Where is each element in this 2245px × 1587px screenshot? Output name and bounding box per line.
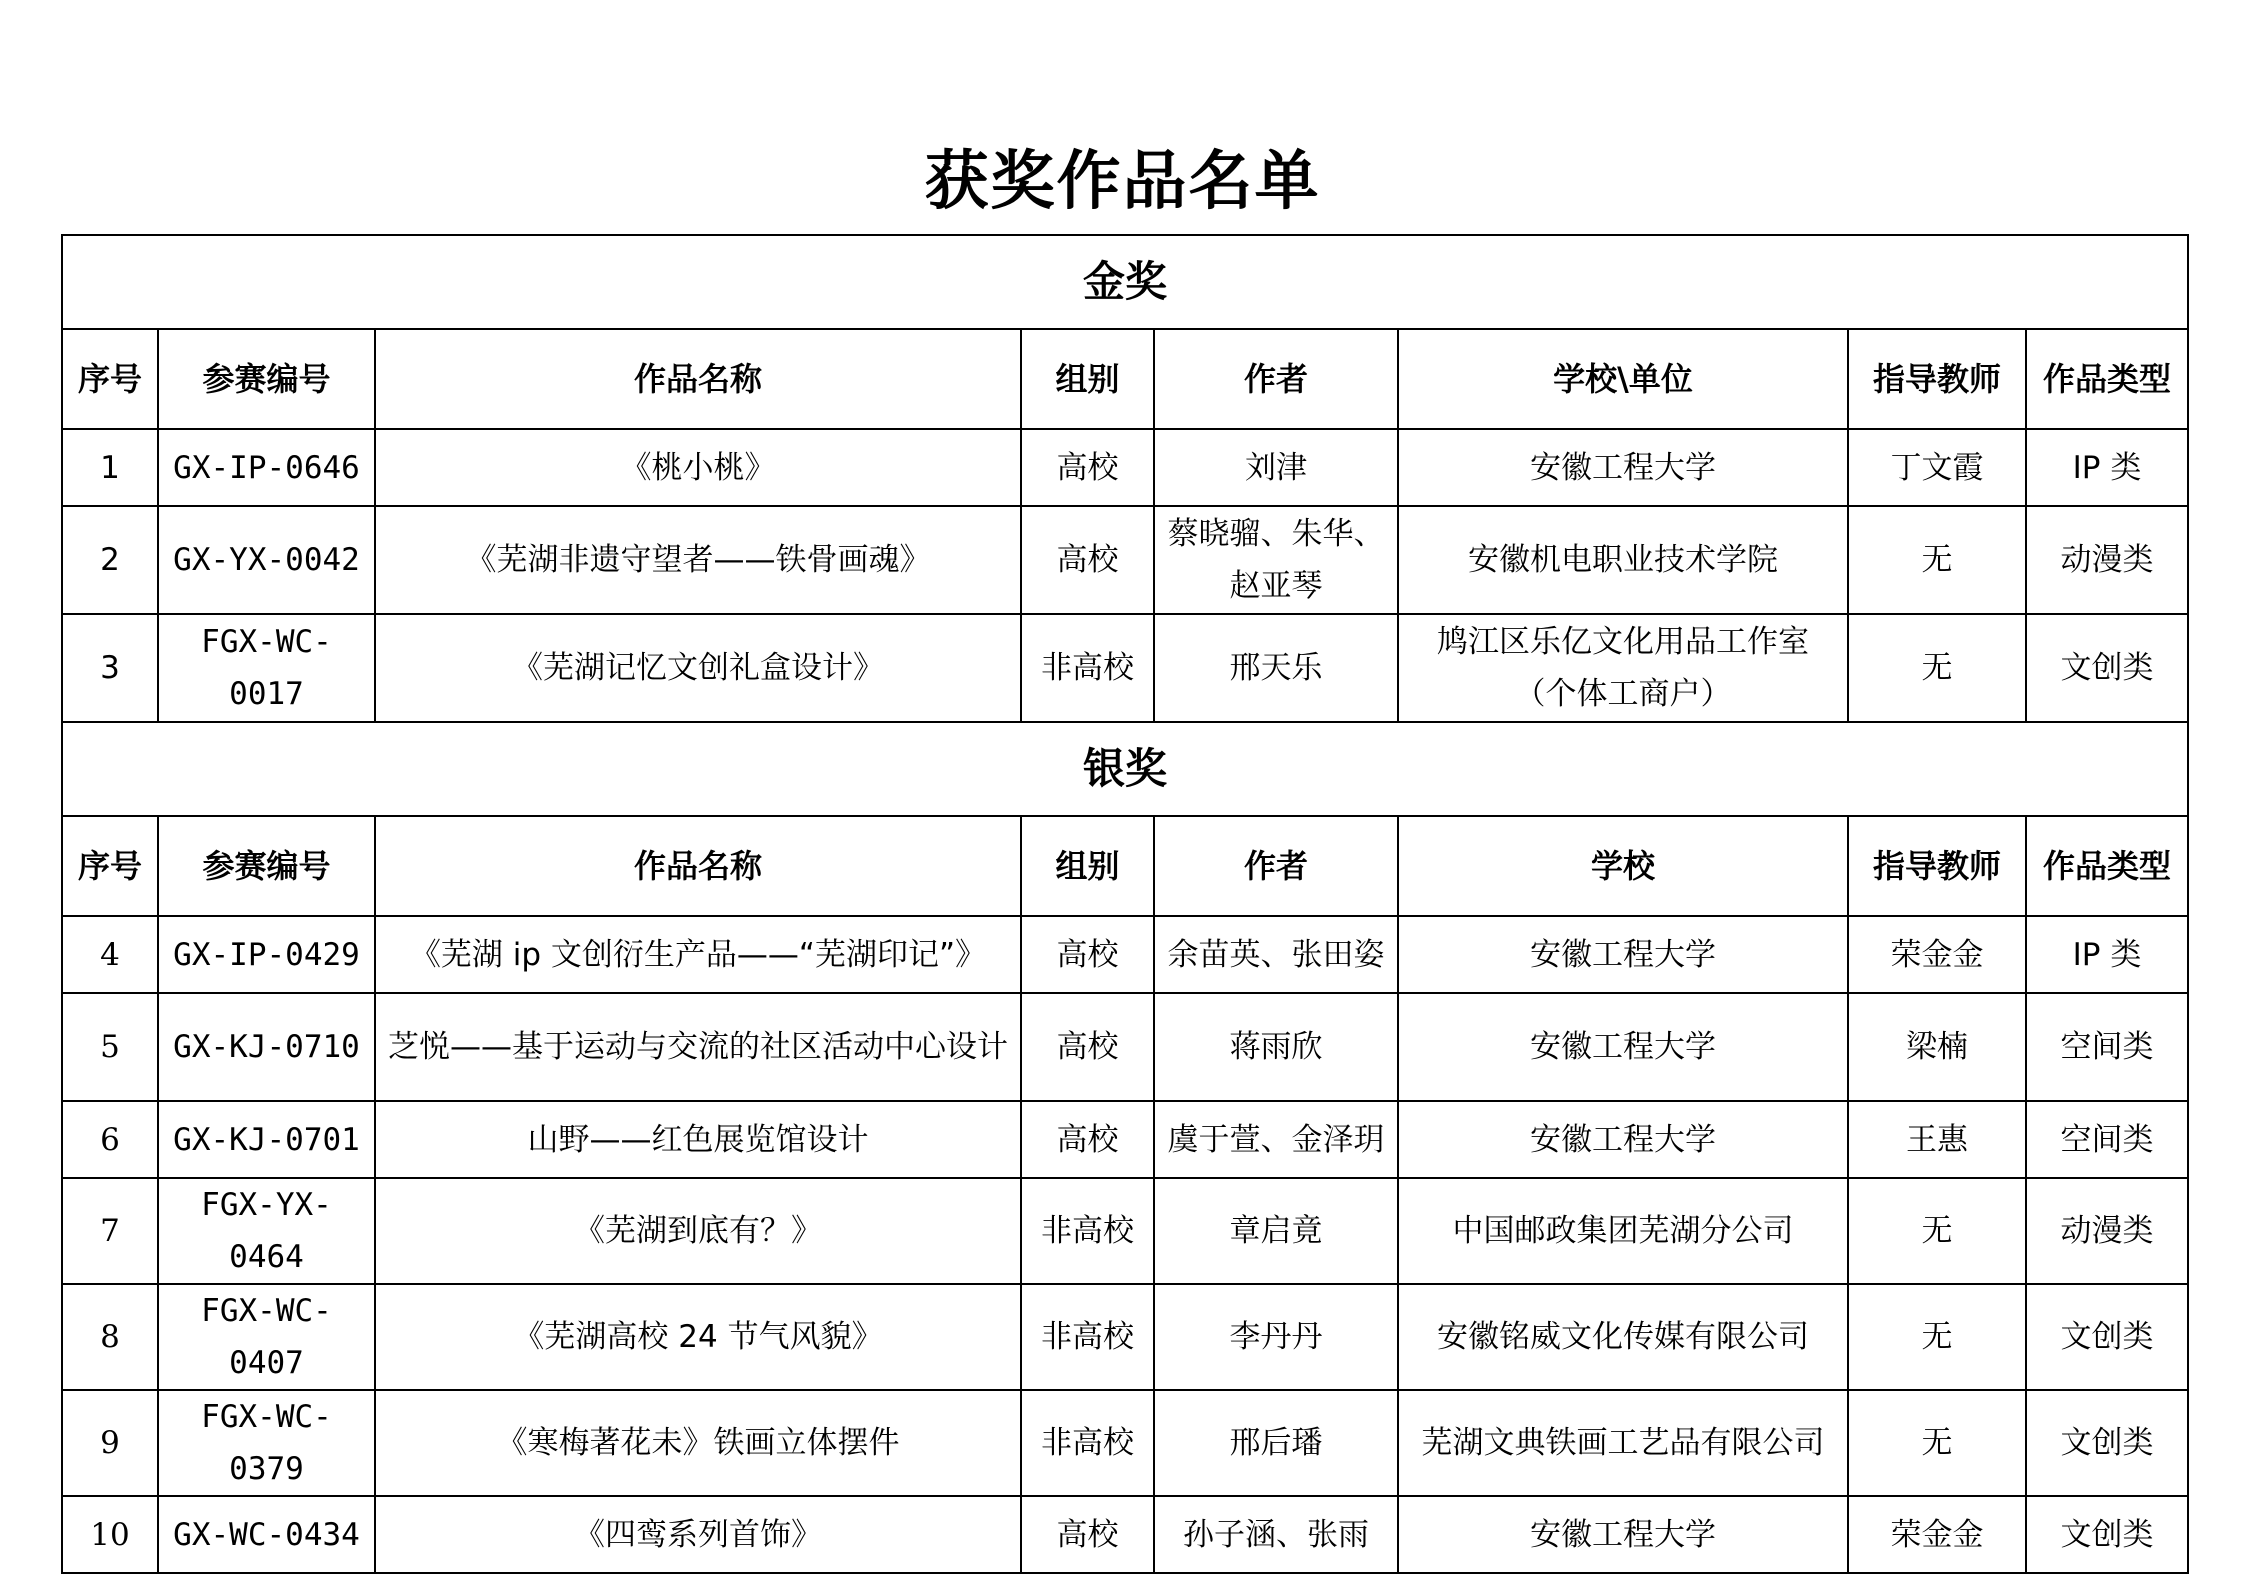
- cell-school: 安徽铭威文化传媒有限公司: [1398, 1284, 1848, 1390]
- cell-no: 7: [62, 1178, 158, 1284]
- cell-school: 鸠江区乐亿文化用品工作室（个体工商户）: [1398, 614, 1848, 722]
- cell-code: FGX-YX-0464: [158, 1178, 375, 1284]
- cell-no: 5: [62, 993, 158, 1101]
- header-cell-no: 序号: [62, 329, 158, 429]
- header-cell-school: 学校\单位: [1398, 329, 1848, 429]
- cell-group: 高校: [1021, 916, 1154, 993]
- page-title: 获奖作品名单: [924, 144, 1321, 219]
- cell-code: GX-IP-0646: [158, 429, 375, 506]
- section-title: 银奖: [62, 722, 2188, 816]
- cell-author: 虞于萱、金泽玥: [1154, 1101, 1398, 1178]
- cell-type: 动漫类: [2026, 1178, 2188, 1284]
- section-row-silver: [62, 722, 2188, 816]
- cell-school: 芜湖文典铁画工艺品有限公司: [1398, 1390, 1848, 1496]
- cell-code: GX-KJ-0710: [158, 993, 375, 1101]
- cell-type: 空间类: [2026, 993, 2188, 1101]
- cell-author: 余苗英、张田姿: [1154, 916, 1398, 993]
- cell-type: 文创类: [2026, 1496, 2188, 1573]
- cell-teacher: 荣金金: [1848, 1496, 2026, 1573]
- cell-no: 8: [62, 1284, 158, 1390]
- cell-code: GX-WC-0434: [158, 1496, 375, 1573]
- cell-teacher: 无: [1848, 506, 2026, 614]
- table-row: [62, 429, 2188, 506]
- section-title: 金奖: [62, 235, 2188, 329]
- cell-teacher: 梁楠: [1848, 993, 2026, 1101]
- cell-group: 高校: [1021, 429, 1154, 506]
- cell-group: 非高校: [1021, 1284, 1154, 1390]
- section-row-gold: [62, 235, 2188, 329]
- table-row: [62, 1178, 2188, 1284]
- table-row: [62, 506, 2188, 614]
- cell-work: 《芜湖到底有？》: [375, 1178, 1021, 1284]
- header-cell-group: 组别: [1021, 816, 1154, 916]
- cell-author: 刘津: [1154, 429, 1398, 506]
- table-row: [62, 993, 2188, 1101]
- header-cell-work: 作品名称: [375, 329, 1021, 429]
- cell-teacher: 丁文霞: [1848, 429, 2026, 506]
- header-row: [62, 816, 2188, 916]
- table-row: [62, 1390, 2188, 1496]
- cell-author: 邢天乐: [1154, 614, 1398, 722]
- header-cell-type: 作品类型: [2026, 816, 2188, 916]
- header-cell-group: 组别: [1021, 329, 1154, 429]
- cell-no: 9: [62, 1390, 158, 1496]
- awards-table: [61, 234, 2189, 1574]
- table-row: [62, 1496, 2188, 1573]
- cell-no: 2: [62, 506, 158, 614]
- cell-school: 安徽工程大学: [1398, 1496, 1848, 1573]
- cell-school: 安徽工程大学: [1398, 429, 1848, 506]
- cell-author: 蒋雨欣: [1154, 993, 1398, 1101]
- header-row: [62, 329, 2188, 429]
- cell-group: 非高校: [1021, 614, 1154, 722]
- cell-teacher: 无: [1848, 614, 2026, 722]
- header-cell-author: 作者: [1154, 816, 1398, 916]
- cell-group: 非高校: [1021, 1178, 1154, 1284]
- cell-author: 蔡晓骝、朱华、赵亚琴: [1154, 506, 1398, 614]
- cell-school: 安徽机电职业技术学院: [1398, 506, 1848, 614]
- cell-group: 非高校: [1021, 1390, 1154, 1496]
- cell-author: 孙子涵、张雨: [1154, 1496, 1398, 1573]
- header-cell-work: 作品名称: [375, 816, 1021, 916]
- header-cell-code: 参赛编号: [158, 329, 375, 429]
- cell-type: IP 类: [2026, 916, 2188, 993]
- header-cell-teacher: 指导教师: [1848, 816, 2026, 916]
- cell-work: 《芜湖非遗守望者——铁骨画魂》: [375, 506, 1021, 614]
- header-cell-author: 作者: [1154, 329, 1398, 429]
- cell-type: 空间类: [2026, 1101, 2188, 1178]
- cell-no: 1: [62, 429, 158, 506]
- cell-author: 邢后璠: [1154, 1390, 1398, 1496]
- cell-no: 3: [62, 614, 158, 722]
- cell-group: 高校: [1021, 993, 1154, 1101]
- cell-no: 4: [62, 916, 158, 993]
- cell-author: 李丹丹: [1154, 1284, 1398, 1390]
- cell-code: FGX-WC-0379: [158, 1390, 375, 1496]
- table-row: [62, 916, 2188, 993]
- cell-work: 《芜湖记忆文创礼盒设计》: [375, 614, 1021, 722]
- cell-teacher: 无: [1848, 1390, 2026, 1496]
- cell-type: IP 类: [2026, 429, 2188, 506]
- cell-group: 高校: [1021, 1496, 1154, 1573]
- cell-teacher: 王惠: [1848, 1101, 2026, 1178]
- header-cell-code: 参赛编号: [158, 816, 375, 916]
- cell-teacher: 无: [1848, 1178, 2026, 1284]
- table-row: [62, 1101, 2188, 1178]
- header-cell-no: 序号: [62, 816, 158, 916]
- cell-type: 文创类: [2026, 614, 2188, 722]
- cell-code: FGX-WC-0017: [158, 614, 375, 722]
- cell-type: 动漫类: [2026, 506, 2188, 614]
- cell-school: 安徽工程大学: [1398, 993, 1848, 1101]
- header-cell-teacher: 指导教师: [1848, 329, 2026, 429]
- cell-type: 文创类: [2026, 1284, 2188, 1390]
- cell-work: 《桃小桃》: [375, 429, 1021, 506]
- header-cell-school: 学校: [1398, 816, 1848, 916]
- cell-school: 中国邮政集团芜湖分公司: [1398, 1178, 1848, 1284]
- cell-code: GX-YX-0042: [158, 506, 375, 614]
- cell-school: 安徽工程大学: [1398, 1101, 1848, 1178]
- cell-group: 高校: [1021, 506, 1154, 614]
- header-cell-type: 作品类型: [2026, 329, 2188, 429]
- table-row: [62, 1284, 2188, 1390]
- cell-group: 高校: [1021, 1101, 1154, 1178]
- cell-school: 安徽工程大学: [1398, 916, 1848, 993]
- cell-code: FGX-WC-0407: [158, 1284, 375, 1390]
- cell-work: 《四鸾系列首饰》: [375, 1496, 1021, 1573]
- cell-work: 《寒梅著花未》铁画立体摆件: [375, 1390, 1021, 1496]
- cell-work: 《芜湖高校 24 节气风貌》: [375, 1284, 1021, 1390]
- cell-work: 《芜湖 ip 文创衍生产品——“芜湖印记”》: [375, 916, 1021, 993]
- cell-author: 章启竟: [1154, 1178, 1398, 1284]
- cell-teacher: 无: [1848, 1284, 2026, 1390]
- cell-code: GX-IP-0429: [158, 916, 375, 993]
- table-row: [62, 614, 2188, 722]
- cell-teacher: 荣金金: [1848, 916, 2026, 993]
- cell-no: 10: [62, 1496, 158, 1573]
- cell-code: GX-KJ-0701: [158, 1101, 375, 1178]
- cell-work: 山野——红色展览馆设计: [375, 1101, 1021, 1178]
- cell-work: 芝悦——基于运动与交流的社区活动中心设计: [375, 993, 1021, 1101]
- cell-type: 文创类: [2026, 1390, 2188, 1496]
- cell-no: 6: [62, 1101, 158, 1178]
